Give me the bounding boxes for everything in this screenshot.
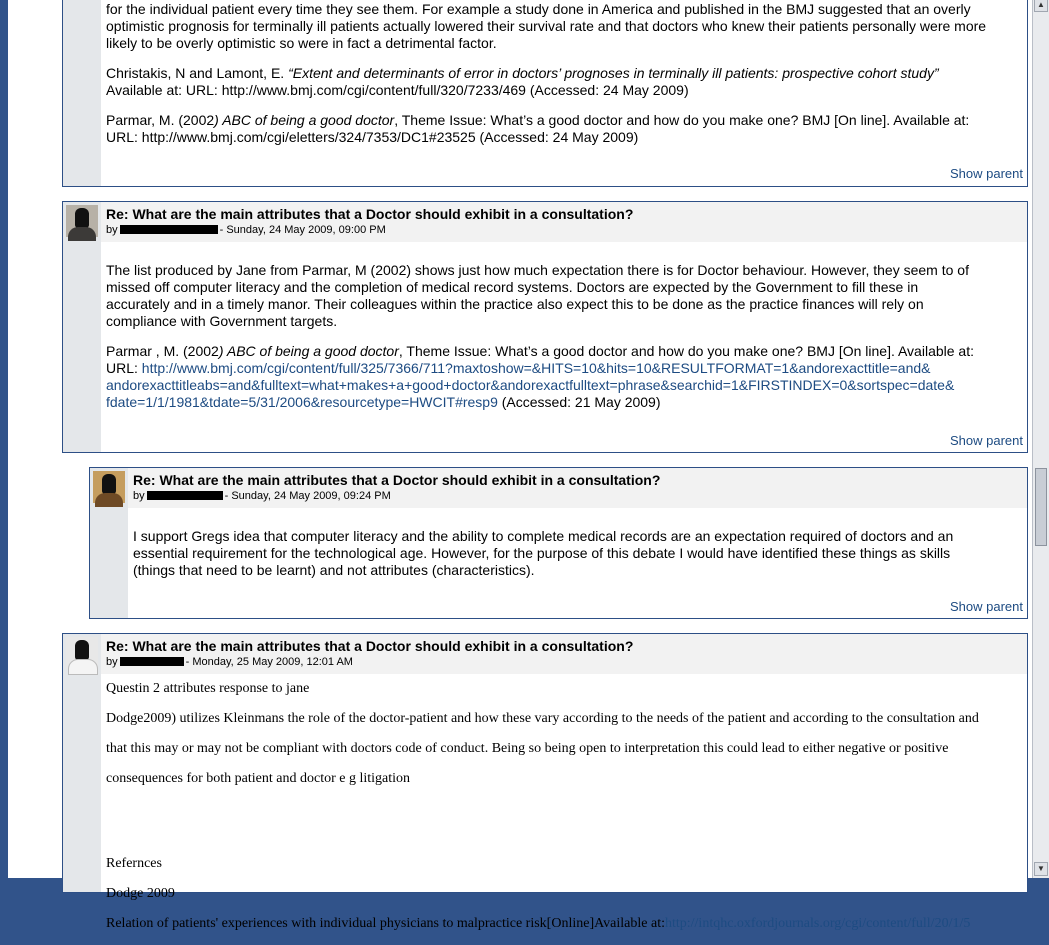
post-sidebar	[90, 468, 128, 618]
post-sidebar	[63, 634, 101, 892]
show-parent-link[interactable]: Show parent	[950, 599, 1023, 614]
reference-link[interactable]: andorexacttitleabs=and&fulltext=what+makes+a+good+doctor&andorexactfulltext=phrase&searchid=1&FIRSTINDEX=0&sortspec=date&	[106, 377, 955, 393]
forum-post	[62, 0, 1028, 187]
reference-link[interactable]: http://intqhc.oxfordjournals.org/cgi/content/full/20/1/5	[664, 916, 971, 931]
avatar[interactable]	[66, 205, 98, 237]
forum-post	[62, 201, 1028, 453]
post-content	[106, 262, 1021, 424]
post-byline	[106, 656, 353, 668]
post-text-line: Questin 2 attributes response to jane	[106, 681, 310, 696]
post-sidebar	[63, 202, 101, 452]
post-text-line: likely to be overly optimistic so were in fact a detrimental factor.	[106, 35, 497, 51]
reference-authors: Christakis, N and Lamont, E.	[106, 65, 289, 81]
post-text-line: (things that need to be learnt) and not attributes (characteristics).	[133, 562, 535, 578]
post-text-line: I support Gregs idea that computer literacy and the ability to complete medical records are an expectation required of doctors and an	[133, 528, 954, 544]
post-text-line: The list produced by Jane from Parmar, M (2002) shows just how much expectation there is for Doctor behaviour. However, they seem to of	[106, 262, 969, 278]
post-date: - Sunday, 24 May 2009, 09:24 PM	[224, 490, 391, 502]
post-content	[106, 1, 1021, 159]
post-header	[128, 468, 1027, 508]
post-header	[101, 202, 1027, 242]
reference-author: Dodge 2009	[106, 886, 175, 901]
post-subject: Re: What are the main attributes that a Doctor should exhibit in a consultation?	[106, 206, 634, 222]
post-text-line: missed off computer literacy and the completion of medical record systems. Doctors are expected by the Government to fill these in	[106, 279, 919, 295]
reference-title: “Extent and determinants of error in doctors’ prognoses in terminally ill patients: prospective cohort study”	[288, 65, 939, 81]
byline-by: by	[106, 224, 118, 236]
reference-rest: , Theme Issue: What’s a good doctor and how do you make one? BMJ [On line]. Available at:	[398, 343, 974, 359]
post-date: - Sunday, 24 May 2009, 09:00 PM	[219, 224, 386, 236]
scroll-up-arrow-icon[interactable]: ▲	[1034, 0, 1048, 12]
avatar[interactable]	[66, 637, 98, 669]
reference-title: ) ABC of being a good doctor	[218, 343, 399, 359]
forum-page	[8, 0, 1032, 931]
forum-post	[62, 633, 1028, 931]
post-content	[133, 528, 1021, 592]
post-text-line: that this may or may not be compliant with doctors code of conduct. Being so being open to interpretation this could lead to either negative or positive	[106, 741, 949, 756]
post-text-line: essential requirement for the technological age. However, for the purpose of this debate I would have identified these things as skills	[133, 545, 951, 561]
post-date: - Monday, 25 May 2009, 12:01 AM	[185, 656, 353, 668]
reference-url-prefix: URL:	[106, 360, 142, 376]
references-heading: Refernces	[106, 856, 162, 871]
redacted-author-name[interactable]	[147, 491, 223, 500]
vertical-scrollbar[interactable]	[1032, 0, 1049, 878]
forum-post	[89, 467, 1028, 619]
redacted-author-name[interactable]	[120, 225, 218, 234]
reference-title: ) ABC of being a good doctor	[214, 112, 395, 128]
avatar[interactable]	[93, 471, 125, 503]
post-text-line: Dodge2009) utilizes Kleinmans the role of the doctor-patient and how these vary according to the needs of the patient and according to the consultation and	[106, 711, 979, 726]
redacted-author-name[interactable]	[120, 657, 184, 666]
reference-link[interactable]: http://www.bmj.com/cgi/content/full/325/7366/711?maxtoshow=&HITS=10&hits=10&RESULTFORMAT=1&andorexacttitle=and&	[141, 360, 931, 376]
post-text-line: for the individual patient every time they see them. For example a study done in America and published in the BMJ suggested that an overly	[106, 1, 971, 17]
post-byline	[133, 490, 391, 502]
byline-by: by	[106, 656, 118, 668]
reference-rest: , Theme Issue: What’s a good doctor and how do you make one? BMJ [On line]. Available at:	[394, 112, 970, 128]
post-text-line: consequences for both patient and doctor e g litigation	[106, 771, 411, 786]
reference-available: Available at: URL: http://www.bmj.com/cgi/content/full/320/7233/469 (Accessed: 24 May 2009)	[106, 82, 689, 98]
post-text-line: optimistic prognosis for terminally ill patients actually lowered their survival rate and that doctors who knew their patients personally were more	[106, 18, 987, 34]
byline-by: by	[133, 490, 145, 502]
reference-link[interactable]: fdate=1/1/1981&tdate=5/31/2006&resourcetype=HWCIT#resp9	[106, 394, 498, 410]
post-text-line: accurately and in a timely manor. Their colleagues within the practice also expect this to be done as the practice finances will rely on	[106, 296, 924, 312]
post-byline	[106, 224, 386, 236]
post-text-line: compliance with Government targets.	[106, 313, 338, 329]
post-subject: Re: What are the main attributes that a Doctor should exhibit in a consultation?	[133, 472, 661, 488]
reference-authors: Parmar , M. (2002	[106, 343, 219, 359]
show-parent-link[interactable]: Show parent	[950, 166, 1023, 181]
reference-text: Relation of patients' experiences with individual physicians to malpractice risk[Online]Available at:	[106, 916, 665, 931]
reference-accessed: (Accessed: 21 May 2009)	[497, 394, 661, 410]
scrollbar-thumb[interactable]	[1035, 468, 1047, 546]
reference-available: URL: http://www.bmj.com/cgi/eletters/324/7353/DC1#23525 (Accessed: 24 May 2009)	[106, 129, 639, 145]
post-sidebar	[63, 0, 101, 186]
post-header	[101, 634, 1027, 674]
post-content	[106, 680, 1021, 945]
scroll-down-arrow-icon[interactable]: ▼	[1034, 862, 1048, 876]
show-parent-link[interactable]: Show parent	[950, 433, 1023, 448]
reference-authors: Parmar, M. (2002	[106, 112, 215, 128]
post-subject: Re: What are the main attributes that a Doctor should exhibit in a consultation?	[106, 638, 634, 654]
